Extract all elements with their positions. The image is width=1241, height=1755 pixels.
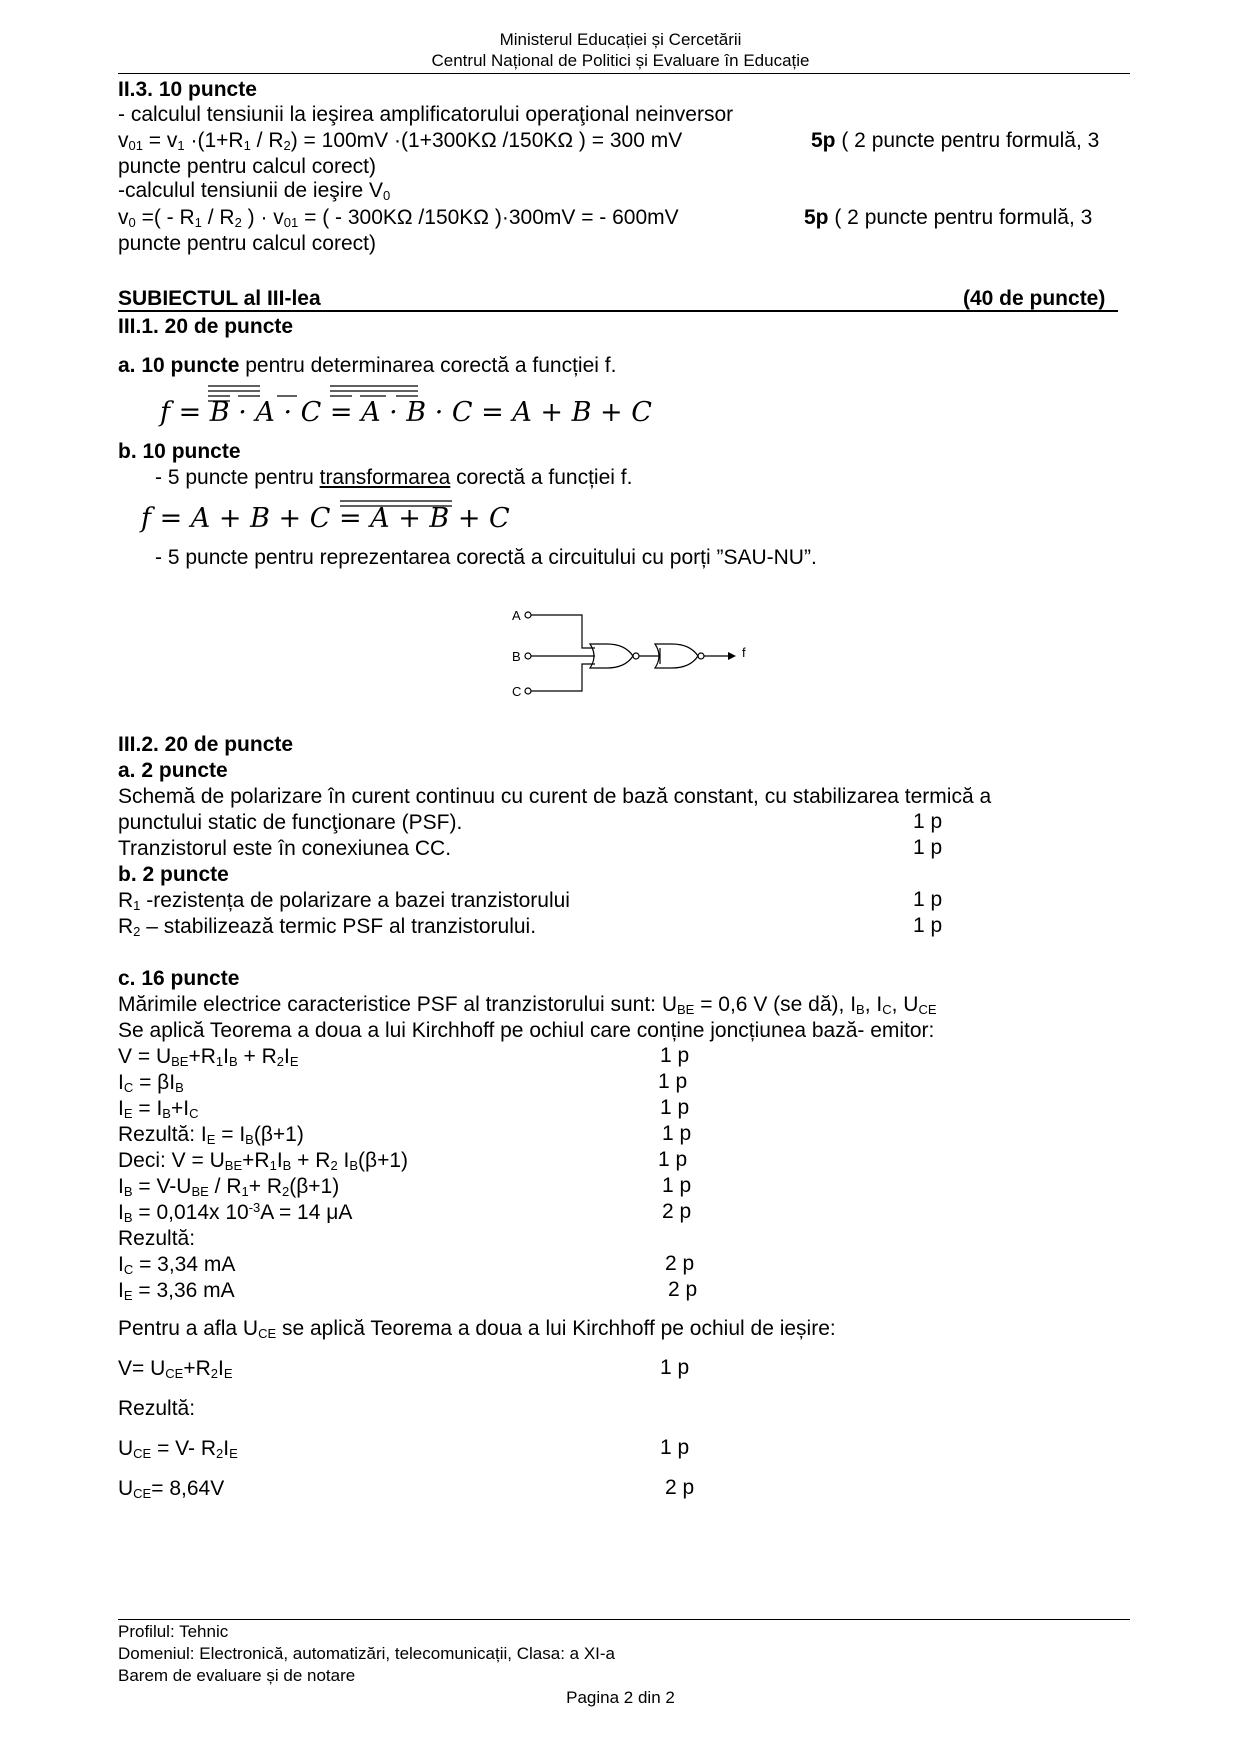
eq-deci-points: 1 p bbox=[658, 1148, 688, 1171]
eq-v: $V = U_{BE}+R_1I_B + R_2I_E$ bbox=[118, 1045, 299, 1069]
iii2-out-text: Pentru a afla $U_{CE}$ se aplică Teorema a doua a lui Kirchhoff pe ochiul de ieșire: bbox=[118, 1317, 836, 1341]
ii3-line4: -calculul tensiunii de ieşire $V_0$ bbox=[118, 179, 391, 203]
eq-deci: Deci: $V = U_{BE}+R_1I_B + R_2$ $I_B(\beta+1)$ bbox=[118, 1149, 409, 1173]
iii2-a-text3: Tranzistorul este în conexiunea CC. bbox=[118, 837, 452, 860]
circuit-input-c: C bbox=[512, 684, 522, 699]
eq-ic-value-points: 2 p bbox=[665, 1252, 695, 1275]
footer-profile: Profilul: Tehnic bbox=[118, 1622, 229, 1641]
eq-ib-value: $I_B = 0,014x$ $10^{-3}A = 14$ μA bbox=[118, 1200, 353, 1225]
iii2-a-text3-points: 1 p bbox=[913, 836, 943, 859]
eq-v-out-points: 1 p bbox=[660, 1356, 690, 1379]
ii3-line6: puncte pentru calcul corect) bbox=[118, 232, 376, 255]
ii3-formula2: $v_0$ =( - $R_1 / R_2$ ) · $v_{01}$ = ( - 300KΩ /150KΩ )·300mV = - 600mV bbox=[118, 206, 679, 230]
footer-domain: Domeniul: Electronică, automatizări, telecomunicații, Clasa: a XI-a bbox=[118, 1644, 615, 1663]
eq-uce-value-points: 2 p bbox=[665, 1476, 695, 1499]
nor-gate-circuit bbox=[500, 590, 760, 705]
iii2-b-r2: $R_2$ – stabilizează termic PSF al tranzistorului. bbox=[118, 915, 537, 939]
eq-ie: $I_E = I_B+I_C$ bbox=[118, 1097, 199, 1121]
rezulta-label: Rezultă: bbox=[118, 1227, 196, 1250]
section-ii3-title: II.3. 10 puncte bbox=[118, 78, 257, 101]
ii3-line3: puncte pentru calcul corect) bbox=[118, 155, 376, 178]
eq-uce-formula: $U_{CE} = V-$ $R_2I_E$ bbox=[118, 1437, 238, 1461]
iii2-b-r1: $R_1$ -rezistența de polarizare a bazei tranzistorului bbox=[118, 889, 570, 913]
footer-rule bbox=[118, 1619, 1130, 1620]
eq-ic: $I_C = \beta I_B$ bbox=[118, 1071, 184, 1095]
eq-uce-value: $U_{CE}= 8,64V$ bbox=[118, 1477, 225, 1501]
iii2-a-title: a. 2 puncte bbox=[118, 759, 228, 782]
iii2-a-text2-points: 1 p bbox=[913, 810, 943, 833]
iii1-formula-a: f = B · A · C = A · B · C = A + B + C bbox=[160, 397, 652, 428]
circuit-input-a: A bbox=[512, 608, 521, 623]
iii1-b-line1: - 5 puncte pentru transformarea corectă a funcției f. bbox=[155, 466, 633, 489]
eq-ib-formula: $I_B = V-U_{BE} / R_1+ R_2(\beta+1)$ bbox=[118, 1175, 340, 1199]
ii3-line1: - calculul tensiunii la ieşirea amplificatorului operaţional neinversor bbox=[118, 103, 734, 126]
ii3-formula1: $v_{01} = v_1 \cdot(1+R_1 / R_2) = 100mV \cdot(1+300K\Omega$ /150KΩ ) = 300 mV bbox=[118, 129, 683, 153]
iii2-a-text2: punctului static de funcţionare (PSF). bbox=[118, 811, 463, 834]
eq-rezulta-ie: Rezultă: $I_E = I_B(\beta+1)$ bbox=[118, 1123, 304, 1147]
eq-v-out: $V= U_{CE}+R_2I_E$ bbox=[118, 1357, 233, 1381]
iii1-b-line2: - 5 puncte pentru reprezentarea corectă a circuitului cu porți ”SAU-NU”. bbox=[155, 546, 817, 569]
section-iii1-title: III.1. 20 de puncte bbox=[118, 315, 294, 338]
iii1-formula-b: f = A + B + C = A + B + C bbox=[141, 503, 510, 534]
eq-ie-points: 1 p bbox=[660, 1096, 690, 1119]
circuit-input-b: B bbox=[512, 649, 521, 664]
eq-ie-value: $I_E = 3,36$ mA bbox=[118, 1279, 235, 1303]
eq-ic-value: $I_C = 3,34$ mA bbox=[118, 1253, 236, 1277]
iii1-a-line: a. 10 puncte pentru determinarea corectă a funcției f. bbox=[118, 354, 617, 377]
ii3-points2: 5p ( 2 puncte pentru formulă, 3 bbox=[804, 206, 1093, 229]
iii2-b-title: b. 2 puncte bbox=[118, 863, 229, 886]
footer-barem: Barem de evaluare și de notare bbox=[118, 1666, 356, 1685]
eq-ib-formula-points: 1 p bbox=[662, 1174, 692, 1197]
section-iii2-title: III.2. 20 de puncte bbox=[118, 733, 294, 756]
iii1-b-title: b. 10 puncte bbox=[118, 440, 241, 463]
iii2-b-r2-points: 1 p bbox=[913, 914, 943, 937]
iii2-c-intro: Mărimile electrice caracteristice PSF al tranzistorului sunt: $U_{BE} = 0,6$ V (se dă), $I_B$, $I_C$, $U_{CE}$ bbox=[118, 993, 937, 1017]
circuit-output-f: f bbox=[742, 645, 746, 660]
ii3-points1: 5p ( 2 puncte pentru formulă, 3 bbox=[811, 129, 1100, 152]
eq-v-points: 1 p bbox=[660, 1044, 690, 1067]
header-center: Centrul Național de Politici și Evaluare în Educație bbox=[431, 51, 810, 70]
footer-page-number: Pagina 2 din 2 bbox=[566, 1688, 675, 1707]
eq-ie-value-points: 2 p bbox=[668, 1278, 698, 1301]
subject3-points: (40 de puncte) bbox=[963, 287, 1106, 310]
header-ministry: Ministerul Educației și Cercetării bbox=[499, 30, 742, 49]
iii2-c-title: c. 16 puncte bbox=[118, 967, 240, 990]
eq-uce-formula-points: 1 p bbox=[660, 1436, 690, 1459]
rezulta2-label: Rezultă: bbox=[118, 1397, 196, 1420]
iii2-a-text1: Schemă de polarizare în curent continuu cu curent de bază constant, cu stabilizarea termică a bbox=[118, 785, 992, 808]
eq-rezulta-ie-points: 1 p bbox=[662, 1122, 692, 1145]
eq-ib-value-points: 2 p bbox=[662, 1200, 692, 1223]
eq-ic-points: 1 p bbox=[658, 1070, 688, 1093]
iii2-c-kirchhoff: Se aplică Teorema a doua a lui Kirchhoff pe ochiul care conține joncțiunea bază- emitor: bbox=[118, 1019, 935, 1042]
subject3-title: SUBIECTUL al III-lea bbox=[118, 287, 321, 310]
iii2-b-r1-points: 1 p bbox=[913, 888, 943, 911]
